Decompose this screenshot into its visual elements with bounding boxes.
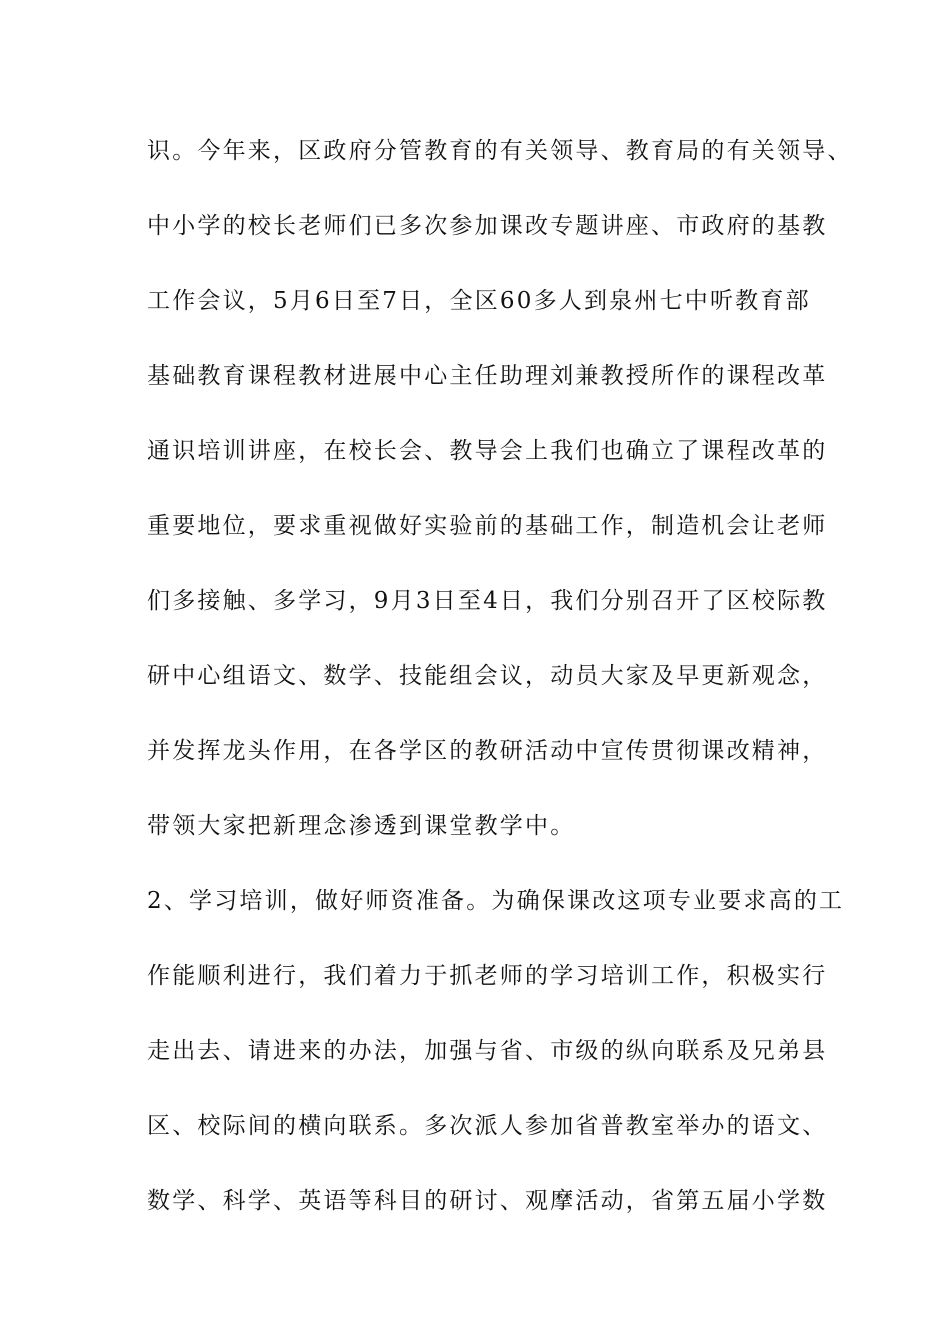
text-line: 并发挥龙头作用，在各学区的教研活动中宣传贯彻课改精神， <box>147 738 828 764</box>
text-line: 重要地位，要求重视做好实验前的基础工作，制造机会让老师 <box>147 513 828 539</box>
text-line: 工作会议，5月6日至7日，全区60多人到泉州七中听教育部 <box>147 288 811 314</box>
text-line: 带领大家把新理念渗透到课堂教学中。 <box>147 813 576 839</box>
text-line: 基础教育课程教材进展中心主任助理刘兼教授所作的课程改革 <box>147 363 828 389</box>
text-line: 2、学习培训，做好师资准备。为确保课改这项专业要求高的工 <box>147 888 845 914</box>
text-line: 识。今年来，区政府分管教育的有关领导、教育局的有关领导、 <box>147 138 853 164</box>
text-line: 研中心组语文、数学、技能组会议，动员大家及早更新观念， <box>147 663 828 689</box>
text-line: 数学、科学、英语等科目的研讨、观摩活动，省第五届小学数 <box>147 1188 828 1214</box>
text-line: 区、校际间的横向联系。多次派人参加省普教室举办的语文、 <box>147 1113 828 1139</box>
text-line: 们多接触、多学习，9月3日至4日，我们分别召开了区校际教 <box>147 588 828 614</box>
body-text <box>147 130 853 1255</box>
text-line: 通识培训讲座，在校长会、教导会上我们也确立了课程改革的 <box>147 438 828 464</box>
text-line: 作能顺利进行，我们着力于抓老师的学习培训工作，积极实行 <box>147 963 828 989</box>
text-line: 中小学的校长老师们已多次参加课改专题讲座、市政府的基教 <box>147 213 828 239</box>
text-line: 走出去、请进来的办法，加强与省、市级的纵向联系及兄弟县 <box>147 1038 828 1064</box>
